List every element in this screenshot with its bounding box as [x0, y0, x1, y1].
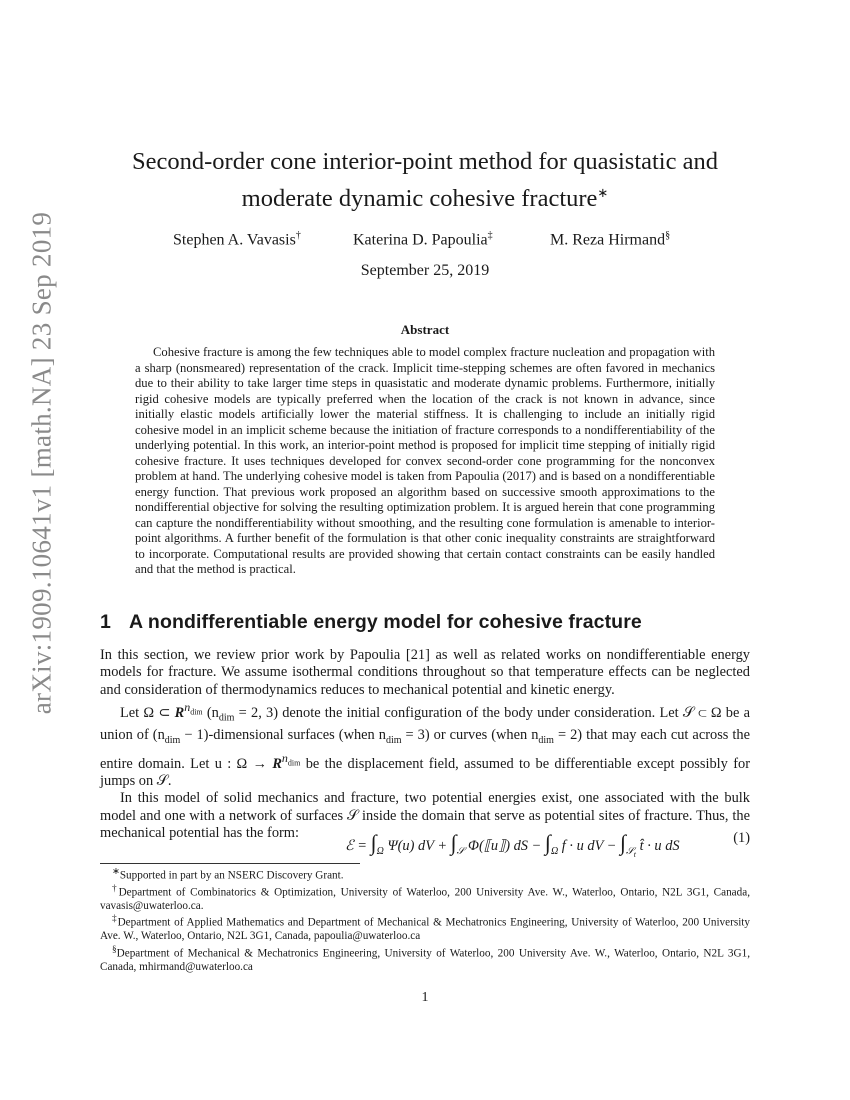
abstract-text: Cohesive fracture is among the few techniques able to model complex fracture nucleation and propagation with a sharp (nonsmeared) representation of the crack. Implicit time-stepping schemes are often favored in mechanics due to their ability to take larger time steps in quasistatic and moderate dynamic problems. Furthermore, initially rigid cohesive models are typically preferred when the location of the crack is not known in advance, since initially elastic models artificially lower the material stiffness. It is challenging to include an initially rigid cohesive model in an implicit scheme because the initiation of fracture corresponds to a nondifferentiability of the underlying potential. In this work, an interior-point method is proposed for implicit time stepping of initially rigid cohesive fracture. It uses techniques developed for convex second-order cone programming for the nonconvex problem at hand. The underlying cohesive model is taken from Papoulia (2017) and is based on a nondifferentiable energy function. That previous work proposed an algorithm based on successive smooth approximations to the nondifferential objective for solving the resulting optimization problem. It is argued herein that cone programming can capture the nondifferentiability without smoothing, and the resulting cone formulation is amenable to interior-point algorithms. A further benefit of the formulation is that other conic inequality constraints are straightforward to incorporate. Computational results are provided showing that certain contact constraints can be easily handled and that the method is practical.: [135, 345, 715, 576]
footnote: ‡Department of Applied Mathematics and Department of Mechanical & Mechatronics Engineering, University of Waterloo, 200 University Ave. W., Waterloo, Ontario, N2L 3G1, Canada, papoulia@uwaterloo.ca: [100, 914, 751, 943]
equation-number: (1): [733, 830, 750, 846]
section-title: A nondifferentiable energy model for cohesive fracture: [128, 611, 642, 633]
equation-body: ℰ = $\int_\Omega$ Ψ(u) dV + $\int_𝒮$ Φ(⟦u⟧) dS − $\int_\Omega$ f · u dV − $\int_{𝒮_t}$ t̂ · u dS: [345, 830, 680, 859]
page-number: 1: [421, 990, 429, 1005]
title-line-1: Second-order cone interior-point method for quasistatic and: [132, 148, 718, 175]
section-number: 1: [100, 611, 111, 633]
paper-title: [100, 146, 750, 214]
title-footnote-mark: ∗: [597, 185, 609, 200]
footnote: ∗Supported in part by an NSERC Discovery Grant.: [112, 867, 344, 882]
paragraph: In this model of solid mechanics and fracture, two potential energies exist, one associated with the bulk model and one with a network of surfaces 𝒮 inside the domain that serve as potential sites of fracture. Thus, the mechanical potential has the form:: [100, 790, 750, 841]
footnote: †Department of Combinatorics & Optimization, University of Waterloo, 200 University Ave. W., Waterloo, Ontario, N2L 3G1, Canada, vavasis@uwaterloo.ca.: [100, 884, 750, 913]
footnotes: [100, 866, 750, 974]
arxiv-stamp-text: arXiv:1909.10641v1 [math.NA] 23 Sep 2019: [26, 211, 57, 714]
section-heading: [100, 611, 642, 634]
author: M. Reza Hirmand§: [550, 230, 671, 249]
paper-date: September 25, 2019: [360, 262, 490, 279]
abstract-heading: Abstract: [400, 322, 450, 337]
body-text: [100, 647, 750, 842]
paragraph: In this section, we review prior work by Papoulia [21] as well as related works on nondifferentiable energy models for fracture. We assume isothermal conditions throughout so that temperature effects can be neglected and consideration of thermodynamics reduces to mechanical potential and kinetic energy.: [100, 647, 750, 698]
author: Katerina D. Papoulia‡: [353, 230, 493, 249]
title-line-2: moderate dynamic cohesive fracture: [241, 185, 598, 213]
footnote-divider: [100, 863, 360, 864]
equation-1: [100, 824, 750, 858]
arxiv-stamp: [22, 211, 62, 714]
author: Stephen A. Vavasis†: [173, 230, 301, 249]
footnote: §Department of Mechanical & Mechatronics Engineering, University of Waterloo, 200 University Ave. W., Waterloo, Ontario, N2L 3G1, Canada, mhirmand@uwaterloo.ca: [100, 944, 750, 973]
paragraph: Let Ω ⊂ $R^{n_{dim}}$ ($n_{dim} = 2$, 3) denote the initial configuration of the body under consideration. Let 𝒮 ⊂ Ω be a union of ($n_{dim}$ − 1)-dimensional surfaces (when $n_{dim} = 3$) or curves (when $n_{dim} = 2$) that may each cut across the entire domain. Let u : $\Omega \to R^{n_{dim}}$ be the displacement field, assumed to be differentiable except possibly for jumps on 𝒮.: [100, 700, 750, 789]
